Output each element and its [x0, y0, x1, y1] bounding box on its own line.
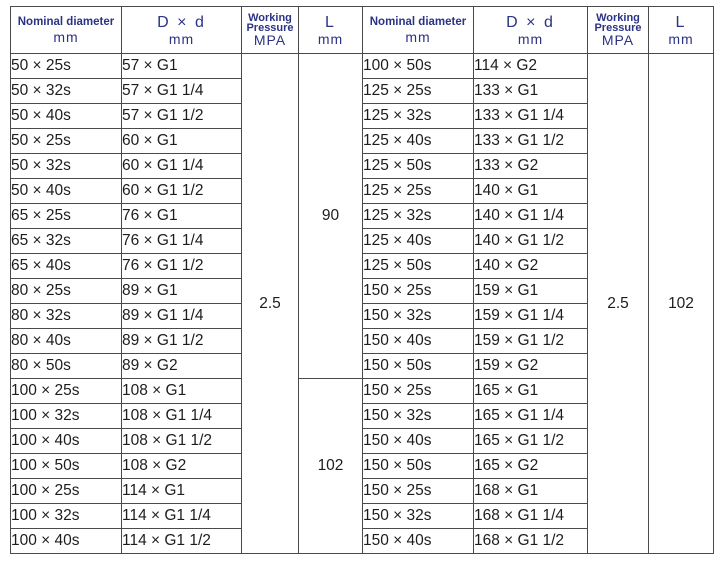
dxd-cell: 165 × G1	[474, 379, 588, 404]
nominal-diameter-cell: 80 × 50s	[11, 354, 122, 379]
nominal-diameter-cell: 65 × 40s	[11, 254, 122, 279]
nominal-diameter-cell: 150 × 32s	[363, 404, 474, 429]
nominal-diameter-cell: 125 × 25s	[363, 79, 474, 104]
dxd-cell: 133 × G2	[474, 154, 588, 179]
header-nominal-label: Nominal diameter	[369, 15, 467, 28]
dxd-cell: 168 × G1 1/4	[474, 504, 588, 529]
header-nominal-label: Nominal diameter	[17, 15, 115, 28]
working-pressure-cell: 2.5	[242, 54, 299, 554]
dxd-cell: 57 × G1	[122, 54, 242, 79]
nominal-diameter-cell: 100 × 32s	[11, 404, 122, 429]
header-length-right	[649, 7, 714, 54]
dxd-cell: 140 × G2	[474, 254, 588, 279]
length-cell: 90	[299, 54, 363, 379]
nominal-diameter-cell: 150 × 40s	[363, 529, 474, 554]
header-dxd-label: D × d	[157, 13, 206, 31]
dxd-cell: 60 × G1 1/2	[122, 179, 242, 204]
dxd-cell: 159 × G1 1/4	[474, 304, 588, 329]
dxd-cell: 114 × G1 1/2	[122, 529, 242, 554]
dxd-cell: 76 × G1 1/4	[122, 229, 242, 254]
nominal-diameter-cell: 125 × 25s	[363, 179, 474, 204]
dxd-cell: 114 × G1 1/4	[122, 504, 242, 529]
nominal-diameter-cell: 80 × 25s	[11, 279, 122, 304]
header-dxd-label: D × d	[506, 13, 555, 31]
dxd-cell: 133 × G1 1/4	[474, 104, 588, 129]
header-unit: mm	[53, 28, 79, 45]
nominal-diameter-cell: 125 × 32s	[363, 204, 474, 229]
nominal-diameter-cell: 100 × 25s	[11, 379, 122, 404]
dxd-cell: 57 × G1 1/4	[122, 79, 242, 104]
nominal-diameter-cell: 125 × 32s	[363, 104, 474, 129]
dxd-cell: 140 × G1 1/2	[474, 229, 588, 254]
nominal-diameter-cell: 150 × 50s	[363, 454, 474, 479]
nominal-diameter-cell: 150 × 50s	[363, 354, 474, 379]
header-length-label: L	[675, 13, 687, 31]
nominal-diameter-cell: 80 × 40s	[11, 329, 122, 354]
pipe-spec-table	[10, 6, 714, 554]
header-unit: mm	[168, 30, 195, 47]
nominal-diameter-cell: 125 × 50s	[363, 154, 474, 179]
dxd-cell: 165 × G1 1/4	[474, 404, 588, 429]
table-row	[11, 54, 714, 79]
nominal-diameter-cell: 100 × 32s	[11, 504, 122, 529]
nominal-diameter-cell: 100 × 40s	[11, 529, 122, 554]
nominal-diameter-cell: 80 × 32s	[11, 304, 122, 329]
header-unit: mm	[668, 30, 694, 47]
header-working-pressure-left	[242, 7, 299, 54]
dxd-cell: 114 × G1	[122, 479, 242, 504]
dxd-cell: 76 × G1	[122, 204, 242, 229]
header-length-label: L	[325, 13, 336, 31]
dxd-cell: 60 × G1 1/4	[122, 154, 242, 179]
header-nominal-diameter-left	[11, 7, 122, 54]
dxd-cell: 60 × G1	[122, 129, 242, 154]
dxd-cell: 114 × G2	[474, 54, 588, 79]
header-unit: mm	[517, 30, 544, 47]
nominal-diameter-cell: 150 × 25s	[363, 379, 474, 404]
nominal-diameter-cell: 150 × 25s	[363, 479, 474, 504]
length-cell: 102	[649, 54, 714, 554]
dxd-cell: 89 × G2	[122, 354, 242, 379]
dxd-cell: 168 × G1	[474, 479, 588, 504]
nominal-diameter-cell: 100 × 25s	[11, 479, 122, 504]
dxd-cell: 108 × G2	[122, 454, 242, 479]
header-dxd-left	[122, 7, 242, 54]
dxd-cell: 159 × G2	[474, 354, 588, 379]
dxd-cell: 89 × G1 1/4	[122, 304, 242, 329]
header-pressure-label: Pressure	[594, 22, 642, 34]
dxd-cell: 165 × G1 1/2	[474, 429, 588, 454]
dxd-cell: 108 × G1	[122, 379, 242, 404]
nominal-diameter-cell: 100 × 50s	[11, 454, 122, 479]
header-unit: mm	[405, 28, 431, 45]
dxd-cell: 108 × G1 1/2	[122, 429, 242, 454]
nominal-diameter-cell: 150 × 32s	[363, 304, 474, 329]
nominal-diameter-cell: 125 × 50s	[363, 254, 474, 279]
dxd-cell: 89 × G1 1/2	[122, 329, 242, 354]
dxd-cell: 159 × G1	[474, 279, 588, 304]
nominal-diameter-cell: 50 × 32s	[11, 154, 122, 179]
dxd-cell: 133 × G1	[474, 79, 588, 104]
nominal-diameter-cell: 100 × 50s	[363, 54, 474, 79]
dxd-cell: 168 × G1 1/2	[474, 529, 588, 554]
dxd-cell: 140 × G1 1/4	[474, 204, 588, 229]
header-working-pressure-right	[588, 7, 649, 54]
nominal-diameter-cell: 125 × 40s	[363, 129, 474, 154]
nominal-diameter-cell: 65 × 32s	[11, 229, 122, 254]
dxd-cell: 140 × G1	[474, 179, 588, 204]
header-mpa-unit: MPA	[253, 32, 287, 48]
dxd-cell: 76 × G1 1/2	[122, 254, 242, 279]
header-mpa-unit: MPA	[601, 32, 635, 48]
header-working-label: Working	[248, 12, 292, 24]
working-pressure-cell: 2.5	[588, 54, 649, 554]
header-working-label: Working	[596, 12, 640, 24]
header-unit: mm	[317, 30, 344, 47]
length-cell: 102	[299, 379, 363, 554]
table-body	[11, 54, 714, 554]
dxd-cell: 108 × G1 1/4	[122, 404, 242, 429]
header-dxd-right	[474, 7, 588, 54]
nominal-diameter-cell: 100 × 40s	[11, 429, 122, 454]
header-nominal-diameter-right	[363, 7, 474, 54]
nominal-diameter-cell: 65 × 25s	[11, 204, 122, 229]
header-pressure-label: Pressure	[246, 22, 294, 34]
dxd-cell: 89 × G1	[122, 279, 242, 304]
dxd-cell: 57 × G1 1/2	[122, 104, 242, 129]
nominal-diameter-cell: 150 × 40s	[363, 329, 474, 354]
nominal-diameter-cell: 50 × 40s	[11, 179, 122, 204]
nominal-diameter-cell: 150 × 25s	[363, 279, 474, 304]
nominal-diameter-cell: 50 × 32s	[11, 79, 122, 104]
nominal-diameter-cell: 150 × 40s	[363, 429, 474, 454]
nominal-diameter-cell: 125 × 40s	[363, 229, 474, 254]
header-length-left	[299, 7, 363, 54]
dxd-cell: 165 × G2	[474, 454, 588, 479]
dxd-cell: 159 × G1 1/2	[474, 329, 588, 354]
nominal-diameter-cell: 150 × 32s	[363, 504, 474, 529]
nominal-diameter-cell: 50 × 25s	[11, 54, 122, 79]
dxd-cell: 133 × G1 1/2	[474, 129, 588, 154]
nominal-diameter-cell: 50 × 25s	[11, 129, 122, 154]
nominal-diameter-cell: 50 × 40s	[11, 104, 122, 129]
header-row	[11, 7, 714, 54]
